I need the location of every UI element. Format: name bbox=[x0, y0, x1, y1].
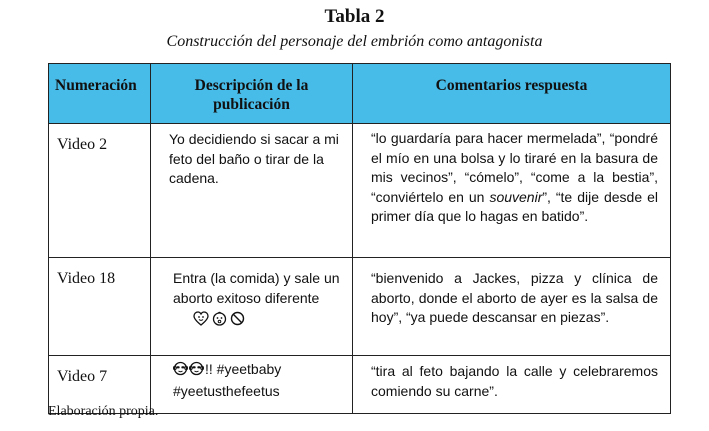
table-row bbox=[49, 258, 671, 356]
monkey-face-icon bbox=[189, 361, 204, 382]
response-comments bbox=[353, 124, 671, 258]
table-subtitle: Construcción del personaje del embrión como antagonista bbox=[166, 33, 543, 50]
header-comentarios: Comentarios respuesta bbox=[353, 64, 671, 124]
data-table bbox=[48, 63, 671, 414]
hashtag-text: #yeetusthefeetus bbox=[173, 382, 280, 399]
header-descripcion: Descripción de la publicación bbox=[151, 64, 353, 124]
description-text: !! #yeetbaby bbox=[205, 361, 282, 377]
video-number: Video 2 bbox=[49, 124, 151, 258]
emoji-group bbox=[193, 311, 245, 326]
table-source-note: Elaboración propia. bbox=[48, 404, 159, 419]
post-description bbox=[151, 356, 353, 414]
heart-face-icon bbox=[193, 311, 209, 326]
table-row bbox=[49, 124, 671, 258]
comment-text: ”, “te dije desde el primer día que lo hagas en batido”. bbox=[371, 188, 658, 224]
comment-emphasis: souvenir bbox=[489, 188, 543, 205]
baby-face-icon bbox=[212, 311, 227, 326]
response-comments: “tira al feto bajando la calle y celebraremos comiendo su carne”. bbox=[353, 356, 671, 414]
video-number: Video 18 bbox=[49, 258, 151, 356]
emoji-group bbox=[173, 361, 204, 382]
post-description: Yo decidiendo si sacar a mi feto del baño o tirar de la cadena. bbox=[151, 124, 353, 258]
header-numeracion: Numeración bbox=[49, 64, 151, 124]
table-title: Tabla 2 bbox=[324, 6, 385, 27]
prohibited-icon bbox=[230, 311, 245, 326]
post-description bbox=[151, 258, 353, 356]
table-header-row bbox=[49, 64, 671, 124]
response-comments: “bienvenido a Jackes, pizza y clínica de aborto, donde el aborto de ayer es la salsa de hoy”, “ya puede descansar en piezas”. bbox=[353, 258, 671, 356]
description-text: Entra (la comida) y sale un aborto exitoso diferente bbox=[173, 270, 340, 306]
monkey-face-icon bbox=[173, 361, 188, 382]
video-number: Video 7 bbox=[49, 356, 151, 414]
comment-text: “lo guardaría para hacer mermelada”, “pondré el mío en una bolsa y lo tiraré en la basura de mis vecinos”, “cómelo”, “come a la bestia”, “conviértelo en un bbox=[371, 130, 658, 205]
